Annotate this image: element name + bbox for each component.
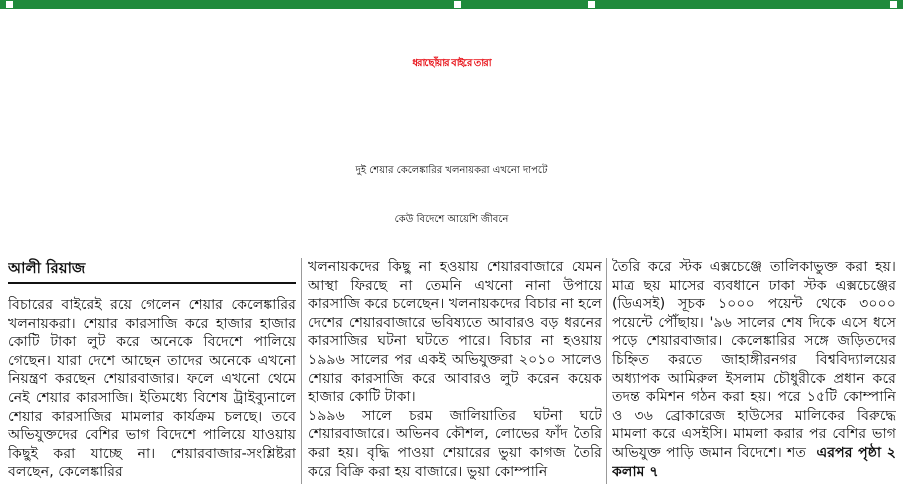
column-divider	[606, 258, 607, 484]
headline: ধরাছোঁয়ার বাইরে তারা	[412, 58, 491, 69]
article-paragraph: বিচারের বাইরেই রয়ে গেলেন শেয়ার কেলেঙ্কারির খলনায়করা। শেয়ার কারসাজি করে হাজার হাজার কোটি টাকা লুট করে অনেকে বিদেশে পালিয়ে গেছেন। যারা দেশে আছেন তাদের অনেকে এখনো নিয়ন্ত্রণ করছেন শেয়ারবাজার। ফলে এখনো থেমে নেই শেয়ার কারসাজি। ইতিমধ্যে বিশেষ ট্রাইব্যুনালে শেয়ার কারসাজির মামলার কার্যক্রম চলছে। তবে অভিযুক্তদের বেশির ভাগ বিদেশে পালিয়ে যাওয়ায় কিছুই করা যাচ্ছে না। শেয়ারবাজার-সংশ্লিষ্টরা বলছেন, কেলেঙ্কারির	[8, 297, 296, 481]
article-column-1	[8, 258, 296, 484]
article-paragraph	[612, 258, 896, 481]
byline: আলী রিয়াজ	[8, 259, 86, 277]
article-column-3	[612, 258, 896, 484]
column-divider	[301, 258, 302, 484]
bar-marker	[454, 1, 461, 8]
article-paragraph: ১৯৯৬ সালে চরম জালিয়াতির ঘটনা ঘটে শেয়ারবাজারে। অভিনব কৌশল, লোভের ফাঁদ তৈরি করা হয়। বৃদ্ধি পাওয়া শেয়ারের ভুয়া কাগজ তৈরি করে বিক্রি করা হয় বাজারে। ভুয়া কোম্পানি	[308, 407, 602, 480]
continuation-link[interactable]: এরপর পৃষ্ঠা ২ কলাম ৭	[612, 444, 896, 480]
subheadline-line-2: কেউ বিদেশে আয়েশি জীবনে	[394, 214, 509, 225]
article-text: তৈরি করে স্টক এক্সচেঞ্জে তালিকাভুক্ত করা হয়। মাত্র ছয় মাসের ব্যবধানে ঢাকা স্টক এক্সচেঞ্জের (ডিএসই) সূচক ১০০০ পয়েন্ট থেকে ৩০০০ পয়েন্টে পৌঁছায়। '৯৬ সালের শেষ দিকে এসে ধসে পড়ে শেয়ারবাজার। কেলেঙ্কারির সঙ্গে জড়িতদের চিহ্নিত করতে জাহাঙ্গীরনগর বিশ্ববিদ্যালয়ের অধ্যাপক আমিরুল ইসলাম চৌধুরীকে প্রধান করে তদন্ত কমিশন গঠন করা হয়। পরে ১৫টি কোম্পানি ও ৩৬ ব্রোকারেজ হাউসের মালিকের বিরুদ্ধে মামলা করে এসইসি। মামলা করার পর বেশির ভাগ অভিযুক্ত পাড়ি জমান বিদেশে। শত	[612, 259, 896, 461]
bar-marker	[588, 1, 595, 8]
article-paragraph: খলনায়কদের কিছু না হওয়ায় শেয়ারবাজারে যেমন আস্থা ফিরছে না তেমনি এখনো নানা উপায়ে কারসাজি করে চলেছেন। খলনায়কদের বিচার না হলে দেশের শেয়ারবাজারে ভবিষ্যতে আবারও বড় ধরনের কারসাজির ঘটনা ঘটতে পারে। বিচার না হওয়ায় ১৯৯৬ সালের পর একই অভিযুক্তরা ২০১০ সালেও শেয়ার কারসাজি করে আবারও লুট করেন কয়েক হাজার কোটি টাকা।	[308, 259, 602, 406]
bar-marker	[890, 1, 897, 8]
byline-rule	[8, 282, 296, 284]
bar-marker	[6, 1, 13, 8]
article-column-2	[308, 258, 602, 484]
subheadline-line-1: দুই শেয়ার কেলেঙ্কারির খলনায়করা এখনো দাপটে	[355, 165, 548, 176]
